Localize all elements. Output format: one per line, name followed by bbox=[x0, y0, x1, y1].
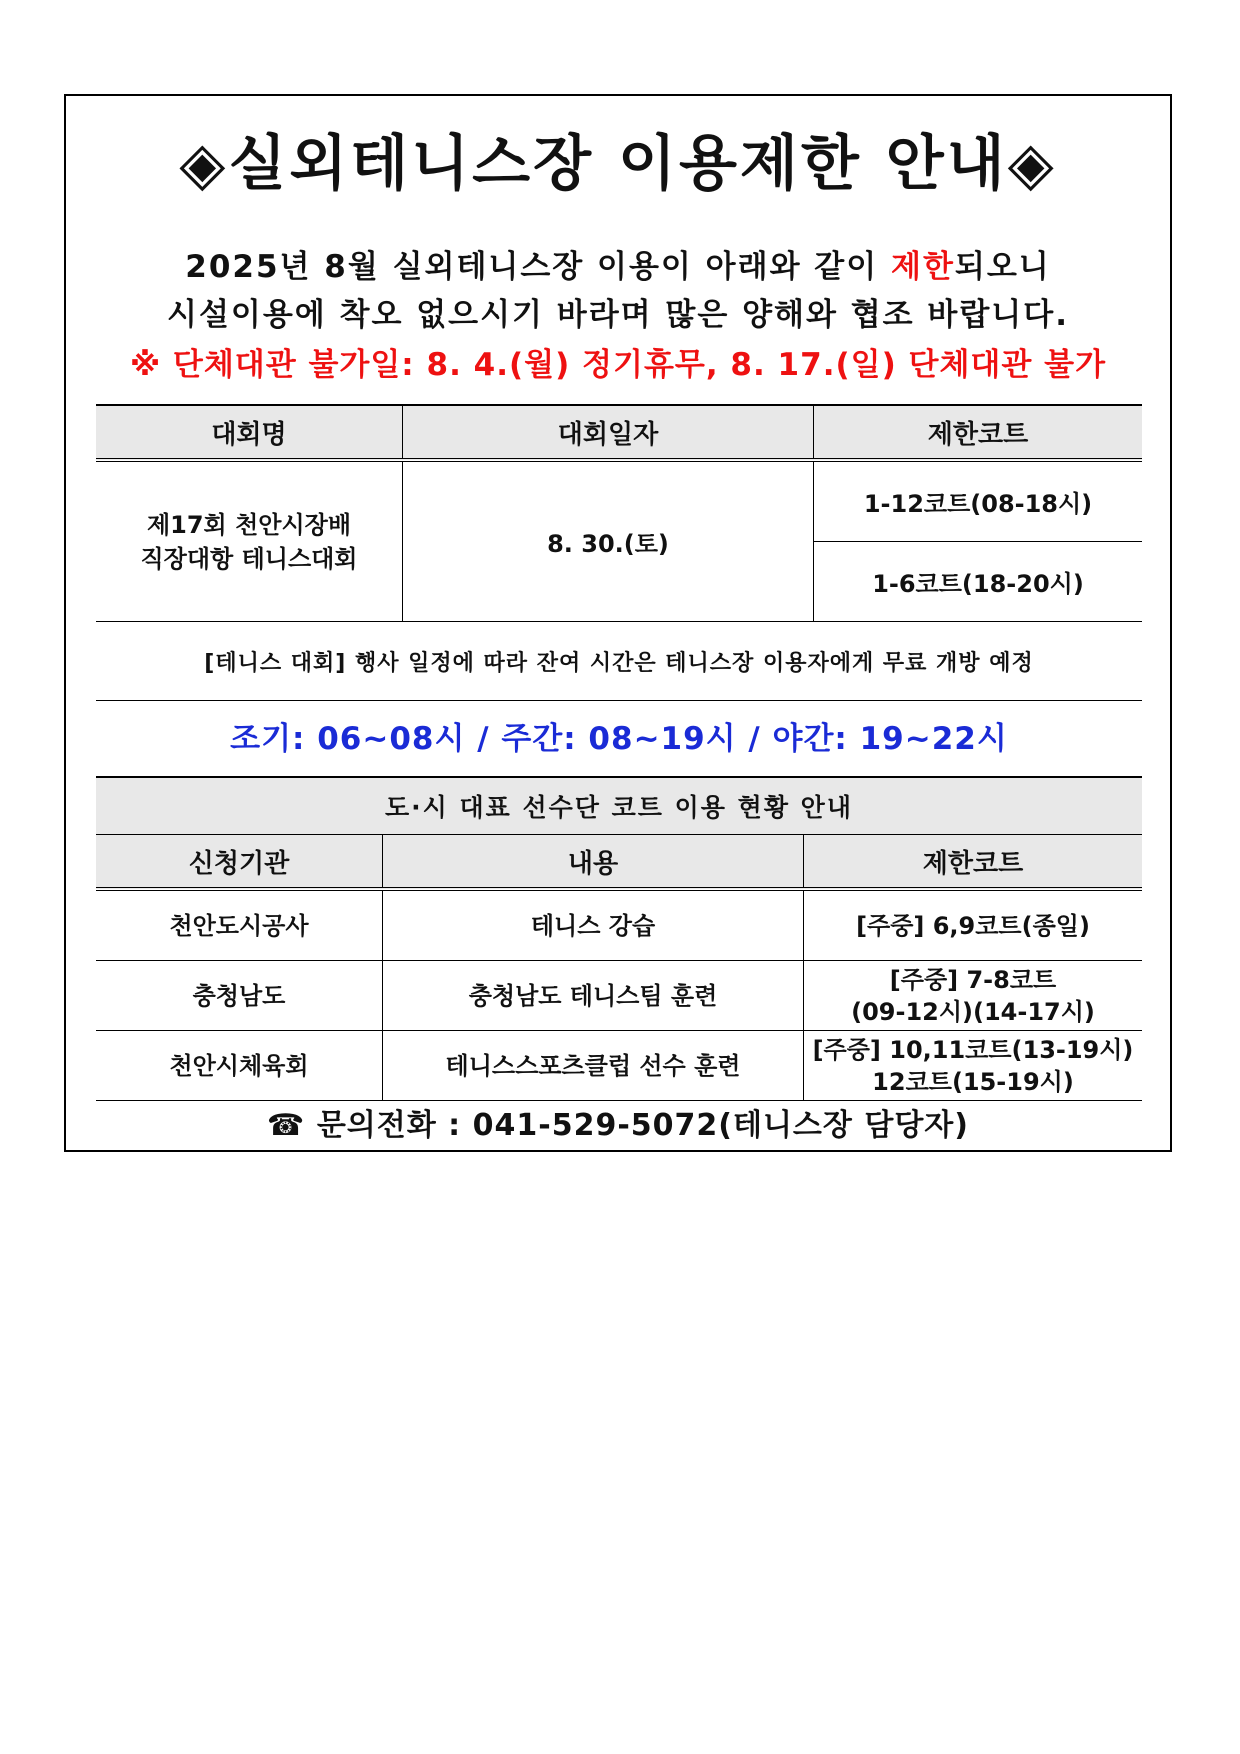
content-cell: 테니스스포츠클럽 선수 훈련 bbox=[383, 1031, 804, 1101]
content-cell: 충청남도 테니스팀 훈련 bbox=[383, 961, 804, 1031]
court-cell bbox=[804, 889, 1143, 961]
header-applicant: 신청기관 bbox=[96, 835, 383, 890]
court-cell-line-1: [주중] 7-8코트 bbox=[889, 965, 1057, 994]
tournament-name-line-2: 직장대항 테니스대회 bbox=[140, 544, 358, 573]
court-cell-line-1: [주중] 6,9코트(종일) bbox=[856, 911, 1090, 940]
court-cell-line-2: 12코트(15-19시) bbox=[872, 1067, 1074, 1096]
court-slot-2: 1-6코트(18-20시) bbox=[814, 542, 1143, 622]
tournament-note-row bbox=[96, 622, 1142, 701]
notice-line-1-pre: 2025년 8월 실외테니스장 이용이 아래와 같이 bbox=[185, 249, 891, 285]
header-tournament-name: 대회명 bbox=[96, 405, 403, 460]
team-usage-section-title: 도·시 대표 선수단 코트 이용 현황 안내 bbox=[96, 777, 1142, 835]
applicant-cell: 천안도시공사 bbox=[96, 889, 383, 961]
notice-line-1-highlight: 제한 bbox=[891, 249, 955, 285]
court-cell-line-1: [주중] 10,11코트(13-19시) bbox=[812, 1035, 1134, 1064]
notice-line-1-post: 되오니 bbox=[954, 249, 1051, 285]
tournament-date-cell: 8. 30.(토) bbox=[403, 460, 814, 622]
table-row bbox=[96, 460, 1142, 542]
header-restricted-courts: 제한코트 bbox=[814, 405, 1143, 460]
court-slot-1: 1-12코트(08-18시) bbox=[814, 460, 1143, 542]
table-row bbox=[96, 961, 1142, 1031]
tournament-name-line-1: 제17회 천안시장배 bbox=[146, 510, 352, 539]
notice-line-2: 시설이용에 착오 없으시기 바라며 많은 양해와 협조 바랍니다. bbox=[167, 297, 1069, 333]
header-team-courts: 제한코트 bbox=[804, 835, 1143, 890]
tournament-name-cell bbox=[96, 460, 403, 622]
operating-hours: 조기: 06~08시 / 주간: 08~19시 / 야간: 19~22시 bbox=[230, 721, 1008, 757]
applicant-cell: 천안시체육회 bbox=[96, 1031, 383, 1101]
header-content: 내용 bbox=[383, 835, 804, 890]
contact-phone: ☎ 문의전화 : 041-529-5072(테니스장 담당자) bbox=[267, 1108, 969, 1143]
table-row bbox=[96, 1031, 1142, 1101]
applicant-cell: 충청남도 bbox=[96, 961, 383, 1031]
tournament-table-header bbox=[96, 405, 1142, 460]
team-usage-section-title-row bbox=[96, 777, 1142, 835]
team-usage-table bbox=[96, 776, 1142, 1101]
table-row bbox=[96, 889, 1142, 961]
notice-frame bbox=[64, 94, 1172, 1152]
page-title: ◈실외테니스장 이용제한 안내◈ bbox=[179, 129, 1057, 199]
team-usage-header bbox=[96, 835, 1142, 890]
court-cell-line-2: (09-12시)(14-17시) bbox=[851, 997, 1095, 1026]
header-tournament-date: 대회일자 bbox=[403, 405, 814, 460]
court-cell bbox=[804, 961, 1143, 1031]
court-cell bbox=[804, 1031, 1143, 1101]
tournament-note: [테니스 대회] 행사 일정에 따라 잔여 시간은 테니스장 이용자에게 무료 개방 예정 bbox=[96, 622, 1142, 701]
notice-line-1 bbox=[66, 246, 1170, 288]
unavailable-dates-notice: ※ 단체대관 불가일: 8. 4.(월) 정기휴무, 8. 17.(일) 단체대관 불가 bbox=[129, 347, 1107, 383]
content-cell: 테니스 강습 bbox=[383, 889, 804, 961]
tournament-table bbox=[96, 404, 1142, 701]
